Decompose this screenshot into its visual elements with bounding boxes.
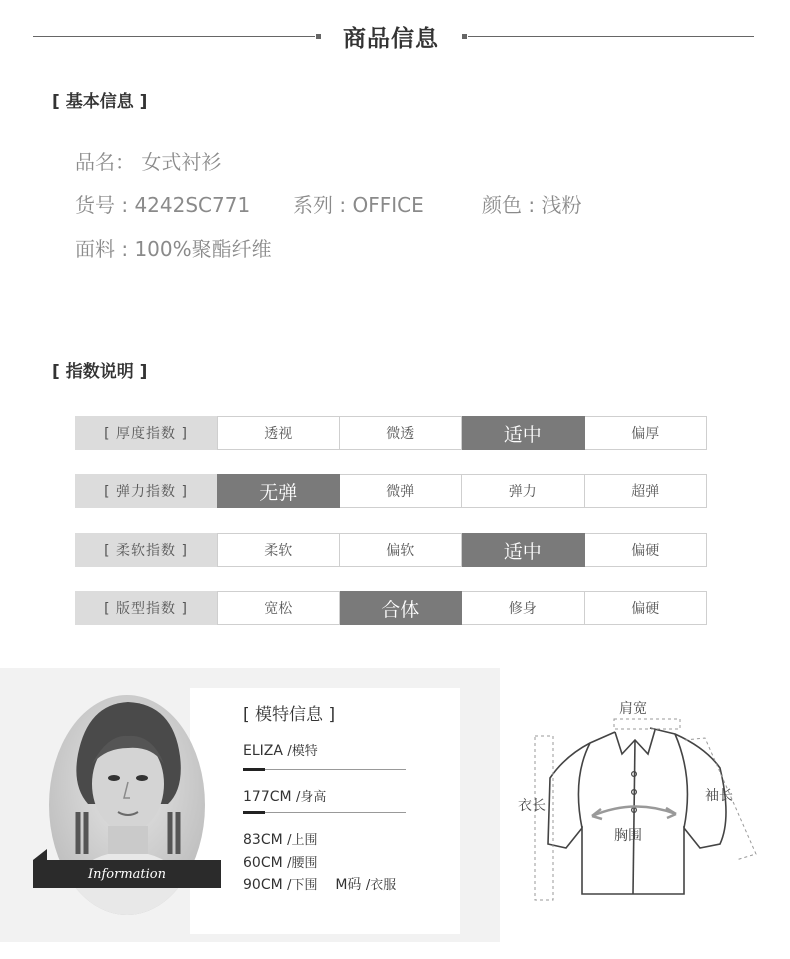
item-number: 货号 : 4242SC771 [75, 193, 251, 217]
chest-label: 胸围 [614, 828, 642, 844]
header-dot-left [316, 34, 321, 39]
header-dot-right [462, 34, 467, 39]
index-row [75, 533, 707, 567]
waist-value: 60CM [243, 855, 283, 871]
divider [243, 769, 406, 770]
index-row [75, 591, 707, 625]
index-row-label: [ 柔软指数 ] [75, 533, 217, 567]
bust-tag: /上围 [287, 833, 318, 848]
index-option-selected: 合体 [340, 591, 463, 625]
page-title: 商品信息 [343, 26, 439, 52]
height-tag: /身高 [296, 790, 327, 805]
model-waist [243, 852, 318, 871]
divider-accent [243, 768, 265, 771]
waist-tag: /腰围 [287, 856, 318, 871]
index-row-label: [ 厚度指数 ] [75, 416, 217, 450]
index-option: 偏硬 [585, 591, 708, 625]
model-height [243, 786, 326, 805]
index-option: 超弹 [585, 474, 708, 508]
divider-accent [243, 811, 265, 814]
product-name: 品名： 女式衬衫 [75, 150, 222, 174]
index-row-label: [ 弹力指数 ] [75, 474, 217, 508]
hip-tag: /下围 [287, 878, 318, 893]
index-option-selected: 适中 [462, 533, 585, 567]
size-tag: /衣服 [365, 878, 397, 893]
index-row [75, 416, 707, 450]
index-option: 宽松 [217, 591, 340, 625]
index-option-selected: 无弹 [217, 474, 340, 508]
index-row-label: [ 版型指数 ] [75, 591, 217, 625]
header-line-left [33, 36, 315, 37]
hip-value: 90CM [243, 877, 283, 893]
series: 系列 : OFFICE [293, 193, 424, 217]
index-option: 偏厚 [585, 416, 708, 450]
banner-fold [33, 849, 47, 860]
bust-value: 83CM [243, 832, 283, 848]
model-name [243, 740, 318, 759]
index-row [75, 474, 707, 508]
header-line-right [468, 36, 754, 37]
divider [243, 812, 406, 813]
color: 颜色 : 浅粉 [482, 193, 582, 217]
model-bust [243, 829, 318, 848]
basic-info-title: [ 基本信息 ] [52, 92, 148, 112]
index-option: 柔软 [217, 533, 340, 567]
index-option: 偏硬 [585, 533, 708, 567]
model-name-tag: /模特 [287, 744, 318, 759]
index-option: 弹力 [462, 474, 585, 508]
length-label: 衣长 [518, 798, 546, 814]
model-name-value: ELIZA [243, 743, 283, 759]
shoulder-label: 肩宽 [619, 701, 647, 717]
fabric: 面料 : 100%聚酯纤维 [75, 237, 272, 261]
height-value: 177CM [243, 789, 292, 805]
index-option: 透视 [217, 416, 340, 450]
sleeve-label: 袖长 [705, 788, 733, 804]
index-title: [ 指数说明 ] [52, 362, 148, 382]
index-option: 微透 [340, 416, 463, 450]
model-hip [243, 874, 396, 894]
size-value: M码 [335, 877, 362, 893]
model-info-title: [ 模特信息 ] [243, 705, 336, 725]
index-option: 修身 [462, 591, 585, 625]
index-option: 偏软 [340, 533, 463, 567]
information-banner: Information [33, 860, 221, 888]
index-option: 微弹 [340, 474, 463, 508]
index-option-selected: 适中 [462, 416, 585, 450]
